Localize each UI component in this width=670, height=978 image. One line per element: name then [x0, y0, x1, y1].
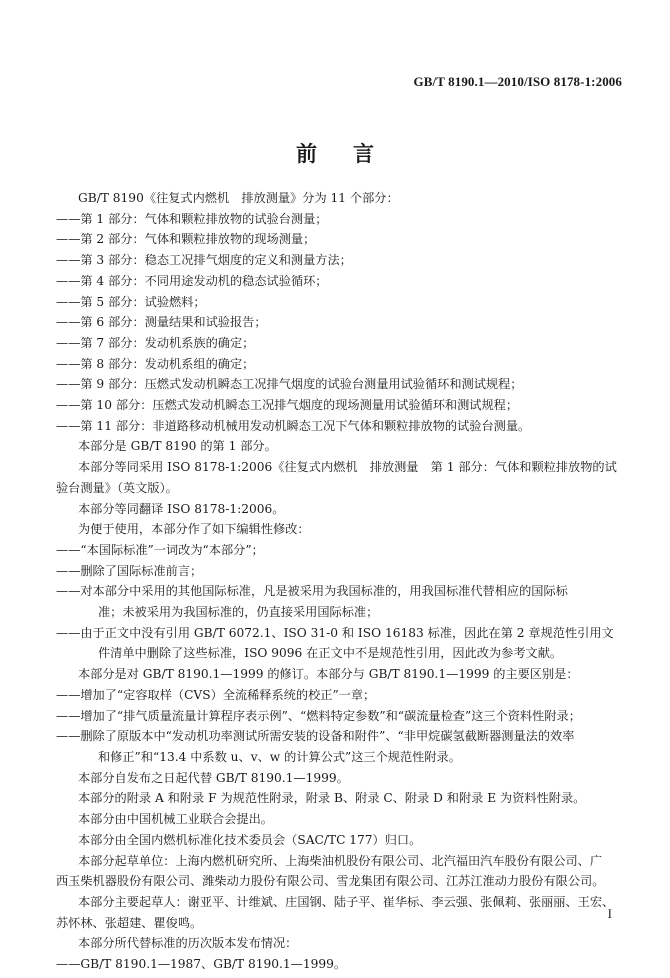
foreword-line: 验台测量》（英文版）。: [56, 480, 178, 495]
foreword-line: 本部分由中国机械工业联合会提出。: [78, 812, 273, 827]
foreword-line: ——增加了“定容取样（CVS）全流稀释系统的校正”一章；: [56, 687, 376, 702]
foreword-line: ——删除了原版本中“发动机功率测试所需安装的设备和附件”、“非甲烷碳氢截断器测量法的效率: [56, 729, 575, 744]
page-title: 前言: [296, 141, 410, 166]
foreword-line: GB/T 8190《往复式内燃机 排放测量》分为 11 个部分：: [78, 191, 399, 205]
foreword-line: 本部分所代替标准的历次版本发布情况：: [78, 936, 298, 951]
foreword-line: ——“本国际标准”一词改为“本部分”；: [56, 542, 264, 557]
foreword-line: 本部分等同翻译 ISO 8178-1:2006。: [78, 501, 285, 516]
foreword-line: ——第 10 部分：压燃式发动机瞬态工况排气烟度的现场测量用试验循环和测试规程；: [56, 398, 519, 413]
foreword-line: ——第 1 部分：气体和颗粒排放物的试验台测量；: [56, 211, 328, 226]
foreword-line: 本部分的附录 A 和附录 F 为规范性附录，附录 B、附录 C、附录 D 和附录 E 为资料性附录。: [78, 791, 586, 806]
page-number: I: [607, 906, 612, 921]
foreword-line: 本部分是对 GB/T 8190.1—1999 的修订。本部分与 GB/T 8190.1—1999 的主要区别是：: [78, 667, 579, 682]
foreword-line: 件清单中删除了这些标准，ISO 9096 在正文中不是规范性引用，因此改为参考文献。: [98, 646, 563, 661]
foreword-line: ——第 6 部分：测量结果和试验报告；: [56, 315, 267, 330]
foreword-line: ——对本部分中采用的其他国际标准，凡是被采用为我国标准的，用我国标准代替相应的国际标: [56, 584, 568, 599]
foreword-line: 本部分由全国内燃机标准化技术委员会（SAC/TC 177）归口。: [78, 832, 422, 847]
foreword-line: ——第 11 部分：非道路移动机械用发动机瞬态工况下气体和颗粒排放物的试验台测量。: [56, 418, 531, 433]
foreword-line: 本部分自发布之日起代替 GB/T 8190.1—1999。: [78, 770, 349, 785]
foreword-line: ——第 3 部分：稳态工况排气烟度的定义和测量方法；: [56, 253, 352, 268]
foreword-line: ——增加了“排气质量流量计算程序表示例”、“燃料特定参数”和“碳流量检查”这三个资料性附录；: [56, 708, 581, 723]
foreword-line: 本部分等同采用 ISO 8178-1:2006《往复式内燃机 排放测量 第 1 部分：气体和颗粒排放物的试: [78, 460, 617, 475]
foreword-line: ——第 9 部分：压燃式发动机瞬态工况排气烟度的试验台测量用试验循环和测试规程；: [56, 377, 523, 392]
foreword-line: ——删除了国际标准前言；: [56, 563, 203, 578]
foreword-line: 西玉柴机器股份有限公司、潍柴动力股份有限公司、雪龙集团有限公司、江苏江淮动力股份有限公司。: [56, 874, 605, 889]
foreword-line: 苏怀林、张超建、瞿俊鸣。: [56, 915, 203, 930]
foreword-line: 本部分起草单位：上海内燃机研究所、上海柴油机股份有限公司、北汽福田汽车股份有限公司、广: [78, 853, 603, 868]
foreword-line: 准；未被采用为我国标准的，仍直接采用国际标准；: [98, 605, 379, 620]
foreword-line: 本部分主要起草人：谢亚平、计维斌、庄国钢、陆子平、崔华标、李云强、张佩莉、张丽丽、王宏、: [78, 894, 615, 909]
foreword-line: ——第 4 部分：不同用途发动机的稳态试验循环；: [56, 273, 328, 288]
foreword-line: 和修正”和“13.4 中系数 u、v、w 的计算公式”这三个规范性附录。: [98, 749, 461, 764]
foreword-line: 本部分是 GB/T 8190 的第 1 部分。: [78, 439, 277, 454]
foreword-line: ——第 5 部分：试验燃料；: [56, 294, 206, 309]
foreword-line: ——由于正文中没有引用 GB/T 6072.1、ISO 31-0 和 ISO 16183 标准，因此在第 2 章规范性引用文: [56, 625, 614, 640]
foreword-line: ——GB/T 8190.1—1987、GB/T 8190.1—1999。: [56, 957, 347, 972]
foreword-line: ——第 8 部分：发动机系组的确定；: [56, 356, 255, 371]
foreword-line: 为便于使用，本部分作了如下编辑性修改：: [78, 522, 310, 537]
foreword-line: ——第 7 部分：发动机系族的确定；: [56, 335, 255, 350]
standard-code-header: GB/T 8190.1—2010/ISO 8178-1:2006: [413, 74, 622, 89]
foreword-line: ——第 2 部分：气体和颗粒排放物的现场测量；: [56, 232, 316, 247]
foreword-body: [56, 188, 616, 975]
